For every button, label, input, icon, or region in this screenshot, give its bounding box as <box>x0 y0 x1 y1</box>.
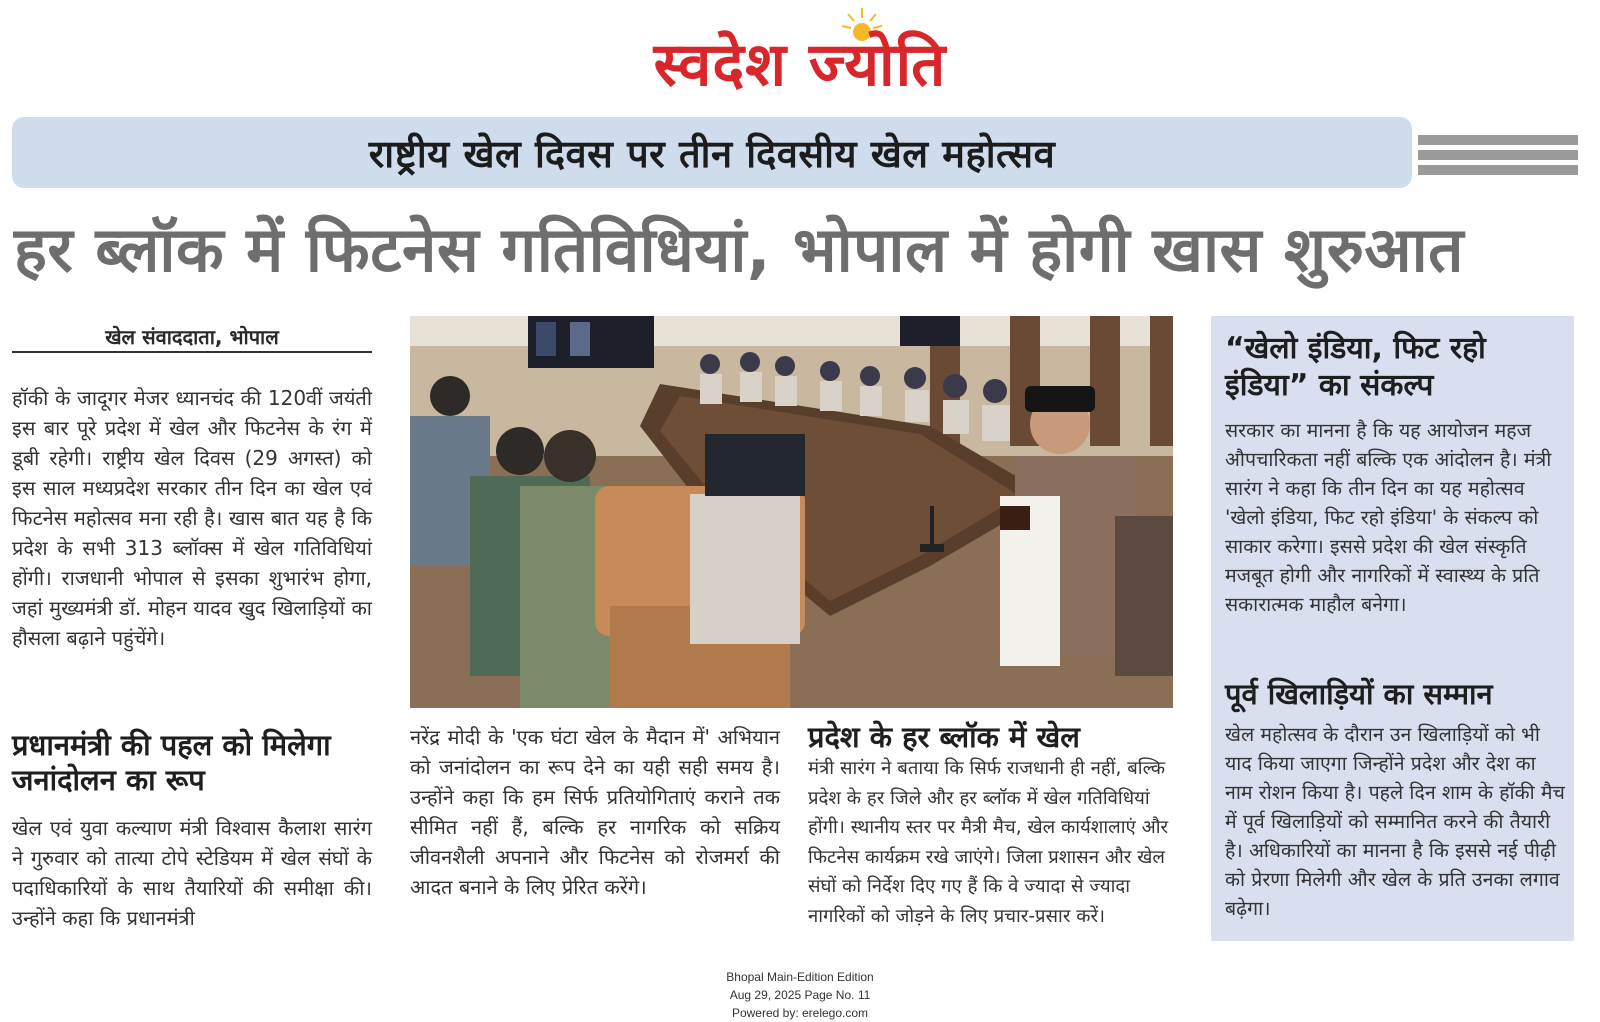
byline: खेल संवाददाता, भोपाल <box>12 323 372 353</box>
newspaper-name: स्वदेश ज्योति <box>653 30 947 100</box>
article-paragraph-1: हॉकी के जादूगर मेजर ध्यानचंद की 120वीं जयंती इस बार पूरे प्रदेश में खेल और फिटनेस के रंग में डूबी रहेगी। राष्ट्रीय खेल दिवस (29 अगस्त) को इस साल मध्यप्रदेश सरकार तीन दिन का खेल एवं फिटनेस महोत्सव मना रही है। खास बात यह है कि प्रदेश के सभी 313 ब्लॉक्स में खेल गतिविधियां होंगी। राजधानी भोपाल से इसका शुभारंभ होगा, जहां मुख्यमंत्री डॉ. मोहन यादव खुद खिलाड़ियों का हौसला बढ़ाने पहुंचेंगे। <box>12 386 372 650</box>
meeting-photo <box>410 316 1173 708</box>
article-paragraph-4: मंत्री सारंग ने बताया कि सिर्फ राजधानी ही नहीं, बल्कि प्रदेश के हर जिले और हर ब्लॉक में खेल गतिविधियां होंगी। स्थानीय स्तर पर मैत्री मैच, खेल कार्यशालाएं और फिटनेस कार्यक्रम रखे जाएंगे। जिला प्रशासन और खेल संघों को निर्देश दिए गए हैं कि वे ज्यादा से ज्यादा नागरिकों को जोड़ने के लिए प्रचार-प्रसार करें। <box>808 758 1169 927</box>
sidebar-box <box>1211 316 1574 941</box>
subheading-pm-initiative: प्रधानमंत्री की पहल को मिलेगा जनांदोलन का रूप <box>12 728 331 797</box>
edition-footer <box>650 968 950 1022</box>
kicker-text: राष्ट्रीय खेल दिवस पर तीन दिवसीय खेल महोत्सव <box>368 131 1056 176</box>
kicker-band <box>12 117 1412 188</box>
powered-by-link[interactable]: Powered by: erelego.com <box>731 1006 869 1020</box>
article-paragraph-2: खेल एवं युवा कल्याण मंत्री विश्वास कैलाश सारंग ने गुरुवार को तात्या टोपे स्टेडियम में खेल संघों के पदाधिकारियों के साथ तैयारियों की समीक्षा की। उन्होंने कहा कि प्रधानमंत्री <box>12 816 372 930</box>
decorative-lines <box>1418 135 1578 173</box>
subheading-every-block: प्रदेश के हर ब्लॉक में खेल <box>808 720 1080 754</box>
article-paragraph-3: नरेंद्र मोदी के 'एक घंटा खेल के मैदान में' अभियान को जनांदोलन का रूप देने का यही सही समय है। उन्होंने कहा कि हम सिर्फ प्रतियोगिताएं कराने तक सीमित नहीं हैं, बल्कि हर नागरिक को सक्रिय जीवनशैली अपनाने और फिटनेस को रोजमर्रा की आदत बनाने के लिए प्रेरित करेंगे। <box>410 725 780 899</box>
sidebar-paragraph-1: सरकार का मानना है कि यह आयोजन महज औपचारिकता नहीं बल्कि एक आंदोलन है। मंत्री सारंग ने कहा कि तीन दिन का यह महोत्सव 'खेलो इंडिया, फिट रहो इंडिया' के संकल्प को साकार करेगा। इससे प्रदेश की खेल संस्कृति मजबूत होगी और नागरिकों में स्वास्थ्य के प्रति सकारात्मक माहौल बनेगा। <box>1225 419 1552 616</box>
sidebar-title: “खेलो इंडिया, फिट रहो इंडिया” का संकल्प <box>1225 331 1486 403</box>
sidebar-paragraph-2: खेल महोत्सव के दौरान उन खिलाड़ियों को भी याद किया जाएगा जिन्होंने प्रदेश और देश का नाम रोशन किया है। पहले दिन शाम के हॉकी मैच में पूर्व खिलाड़ियों को सम्मानित करने की तैयारी है। अधिकारियों का मानना है कि इससे नई पीढ़ी को प्रेरणा मिलेगी और खेल के प्रति उनका लगाव बढ़ेगा। <box>1225 723 1565 920</box>
edition-name: Bhopal Main-Edition Edition <box>726 970 874 984</box>
masthead-logo <box>640 6 960 102</box>
sidebar-subheading: पूर्व खिलाड़ियों का सम्मान <box>1225 677 1493 711</box>
edition-date: Aug 29, 2025 Page No. 11 <box>729 988 871 1002</box>
headline: हर ब्लॉक में फिटनेस गतिविधियां, भोपाल में होगी खास शुरुआत <box>14 213 1464 286</box>
